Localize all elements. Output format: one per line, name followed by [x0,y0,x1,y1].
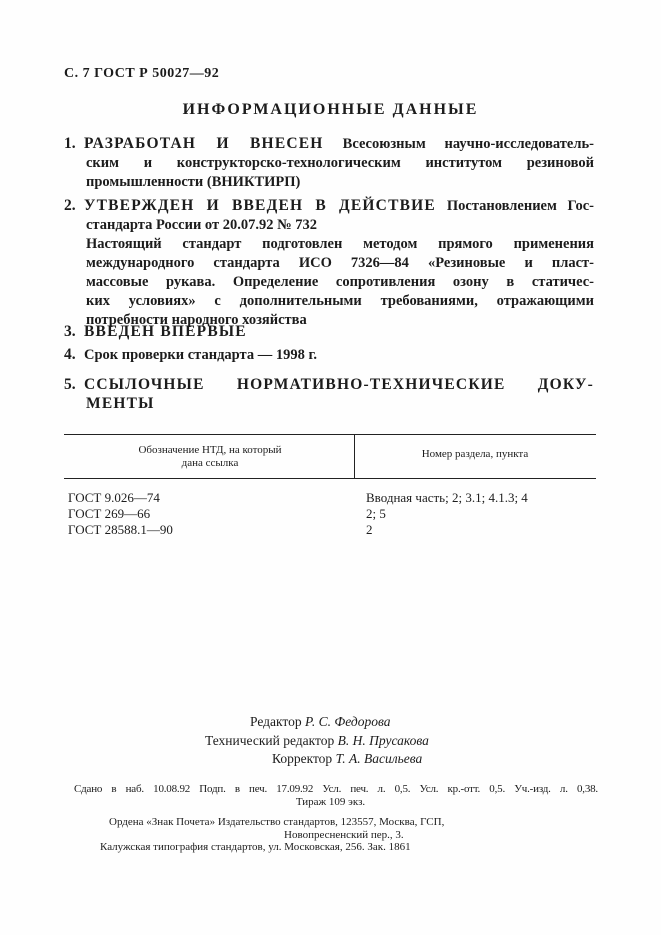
imprint-print-data: Сдано в наб. 10.08.92 Подп. в печ. 17.09.92 Усл. печ. л. 0,5. Усл. кр.-отт. 0,5. Уч.-изд. л. 0,38. [74,783,598,795]
table-cell: 2 [366,522,373,537]
imprint-name: Т. А. Васильева [335,751,423,766]
section-number: 1. [64,135,76,152]
section-2 [64,196,594,330]
table-column-sections [366,490,528,538]
imprint-name: В. Н. Прусакова [337,733,429,748]
table-cell: Вводная часть; 2; 3.1; 4.1.3; 4 [366,490,528,505]
section-caption: РАЗРАБОТАН И ВНЕСЕН [84,135,324,152]
section-paragraph-line: Настоящий стандарт подготовлен методом прямого применения [86,236,594,252]
table-column-divider [354,434,355,478]
imprint-label: Корректор [272,751,333,766]
section-caption: УТВЕРЖДЕН И ВВЕДЕН В ДЕЙСТВИЕ [84,197,436,214]
table-cell: ГОСТ 9.026—74 [68,490,160,505]
imprint-printer: Калужская типография стандартов, ул. Московская, 256. Зак. 1861 [100,841,411,853]
section-3 [64,322,594,341]
section-number: 5. [64,376,76,393]
section-text: промышленности (ВНИКТИРП) [86,174,301,190]
table-header-line: Обозначение НТД, на который [138,444,282,456]
section-text: Постановлением Гос- [446,198,594,214]
section-caption: ВВЕДЕН ВПЕРВЫЕ [84,323,247,340]
section-text: ским и конструкторско-технологическим институтом резиновой [86,155,594,171]
table-cell: 2; 5 [366,506,386,521]
imprint-publisher: Ордена «Знак Почета» Издательство стандартов, 123557, Москва, ГСП, [109,816,445,828]
table-header-line: дана ссылка [181,457,239,469]
imprint-circulation: Тираж 109 экз. [295,796,366,808]
section-number: 4. [64,346,76,363]
page-header: С. 7 ГОСТ Р 50027—92 [64,66,220,81]
imprint-name: Р. С. Федорова [304,714,391,729]
imprint-label: Технический редактор [205,733,335,748]
imprint-corrector [272,751,422,767]
section-paragraph-line: массовые рукава. Определение сопротивления озону в статичес- [86,274,594,290]
section-4 [64,345,594,365]
table-header-section: Номер раздела, пункта [421,448,529,460]
section-text: Всесоюзным научно-исследователь- [342,136,594,152]
table-top-rule [64,434,596,435]
table-header-rule [64,478,596,479]
section-caption: МЕНТЫ [86,395,155,412]
imprint-publisher-address: Новопресненский пер., 3. [284,829,404,841]
imprint-editor [250,714,391,730]
section-number: 3. [64,323,76,340]
section-1 [64,134,594,192]
section-number: 2. [64,197,76,214]
section-5 [64,375,594,413]
section-paragraph-line: ких условиях» с дополнительными требованиями, отражающими [86,293,594,309]
section-paragraph-line: международного стандарта ИСО 7326—84 «Резиновые и пласт- [86,255,594,271]
section-caption: ССЫЛОЧНЫЕ НОРМАТИВНО-ТЕХНИЧЕСКИЕ ДОКУ- [84,376,594,393]
table-header-document [90,444,330,470]
table-column-documents [68,490,173,538]
section-text: Срок проверки стандарта — 1998 г. [84,347,318,363]
imprint-label: Редактор [250,714,302,729]
imprint-tech-editor [205,733,429,749]
page-title: ИНФОРМАЦИОННЫЕ ДАННЫЕ [182,101,479,118]
table-cell: ГОСТ 28588.1—90 [68,522,173,537]
section-text: стандарта России от 20.07.92 № 732 [86,217,318,233]
section-paragraph-line: потребности народного хозяйства [86,312,307,328]
table-cell: ГОСТ 269—66 [68,506,151,521]
